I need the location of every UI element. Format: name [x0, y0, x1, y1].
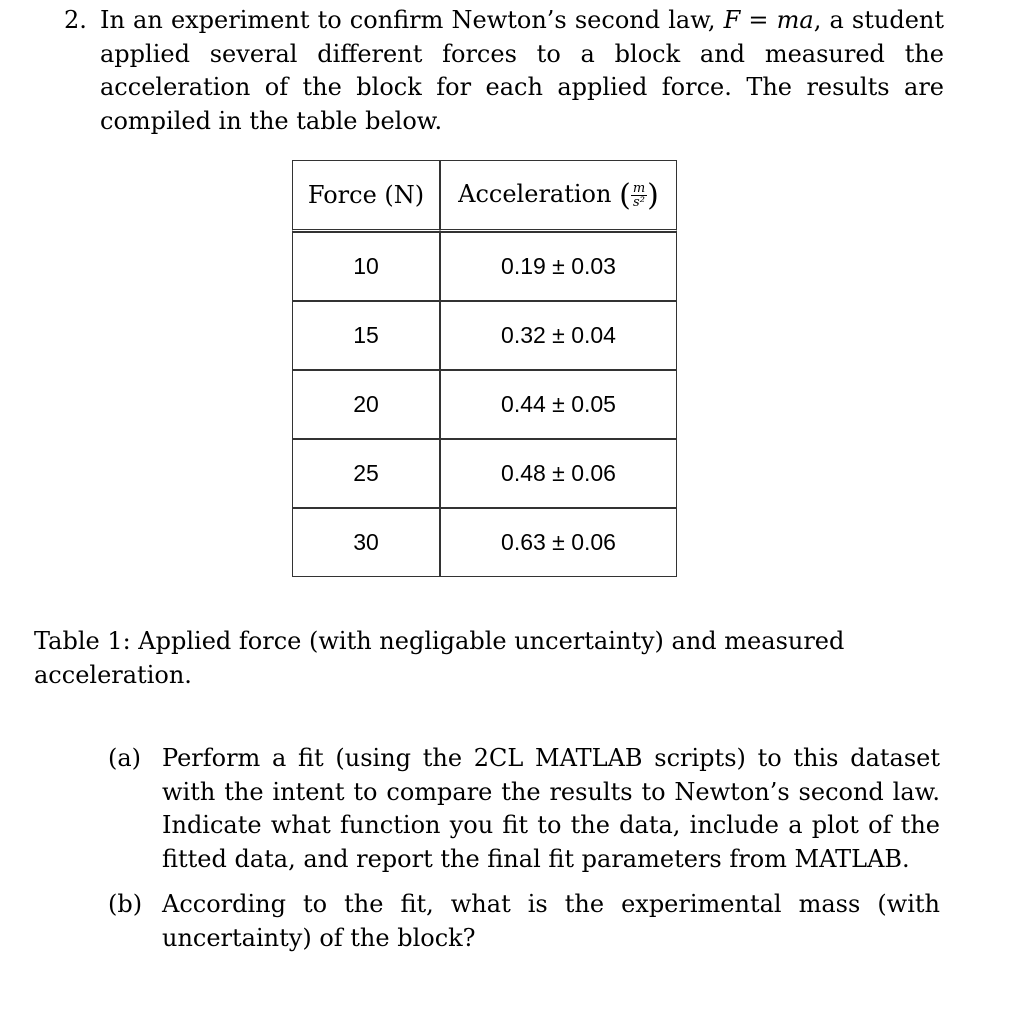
- force-cell: 25: [292, 439, 440, 508]
- unit-denominator: s²: [633, 194, 645, 210]
- acceleration-cell: 0.63 ± 0.06: [440, 508, 677, 577]
- problem-statement: [64, 4, 944, 138]
- problem-text-after: , a student applied several different forces to a block and measured the acceleration of the block for each applied force. The results are compiled in the table below.: [100, 6, 944, 135]
- unit-fraction: [631, 182, 647, 209]
- part-text: According to the fit, what is the experimental mass (with uncertainty) of the block?: [162, 890, 940, 952]
- header-acceleration: Acceleration ( $\frac{m}{\text{s²}}$ ): [440, 160, 677, 232]
- acceleration-cell: 0.44 ± 0.05: [440, 370, 677, 439]
- force-cell: 20: [292, 370, 440, 439]
- part-text: Perform a fit (using the 2CL MATLAB scripts) to this dataset with the intent to compare the results to Newton’s second law. Indicate what function you fit to the data, include a plot of the fitted data, and report the final fit parameters from MATLAB.: [162, 744, 940, 873]
- problem-text: [100, 4, 944, 138]
- table-row: [292, 439, 677, 508]
- question-part-b: [108, 888, 940, 955]
- part-label: (b): [108, 890, 143, 918]
- table-header-row: [292, 160, 677, 232]
- acceleration-cell: 0.48 ± 0.06: [440, 439, 677, 508]
- acceleration-cell: 0.32 ± 0.04: [440, 301, 677, 370]
- problem-number: 2.: [64, 6, 87, 34]
- table-row: [292, 370, 677, 439]
- header-acceleration-label: Acceleration: [458, 179, 612, 208]
- question-parts: [108, 742, 940, 955]
- problem-text-before: In an experiment to confirm Newton’s second law,: [100, 6, 724, 34]
- question-part-a: [108, 742, 940, 876]
- table-caption: Table 1: Applied force (with negligable uncertainty) and measured acceleration.: [34, 627, 845, 689]
- acceleration-cell: 0.19 ± 0.03: [440, 232, 677, 301]
- equation: F = ma: [723, 6, 814, 34]
- header-force: Force (N): [292, 160, 440, 232]
- table-row: [292, 301, 677, 370]
- part-label: (a): [108, 744, 142, 772]
- data-table: [292, 160, 677, 577]
- force-cell: 30: [292, 508, 440, 577]
- table-row: [292, 232, 677, 301]
- force-cell: 15: [292, 301, 440, 370]
- force-cell: 10: [292, 232, 440, 301]
- unit-numerator: m: [632, 180, 646, 196]
- table-row: [292, 508, 677, 577]
